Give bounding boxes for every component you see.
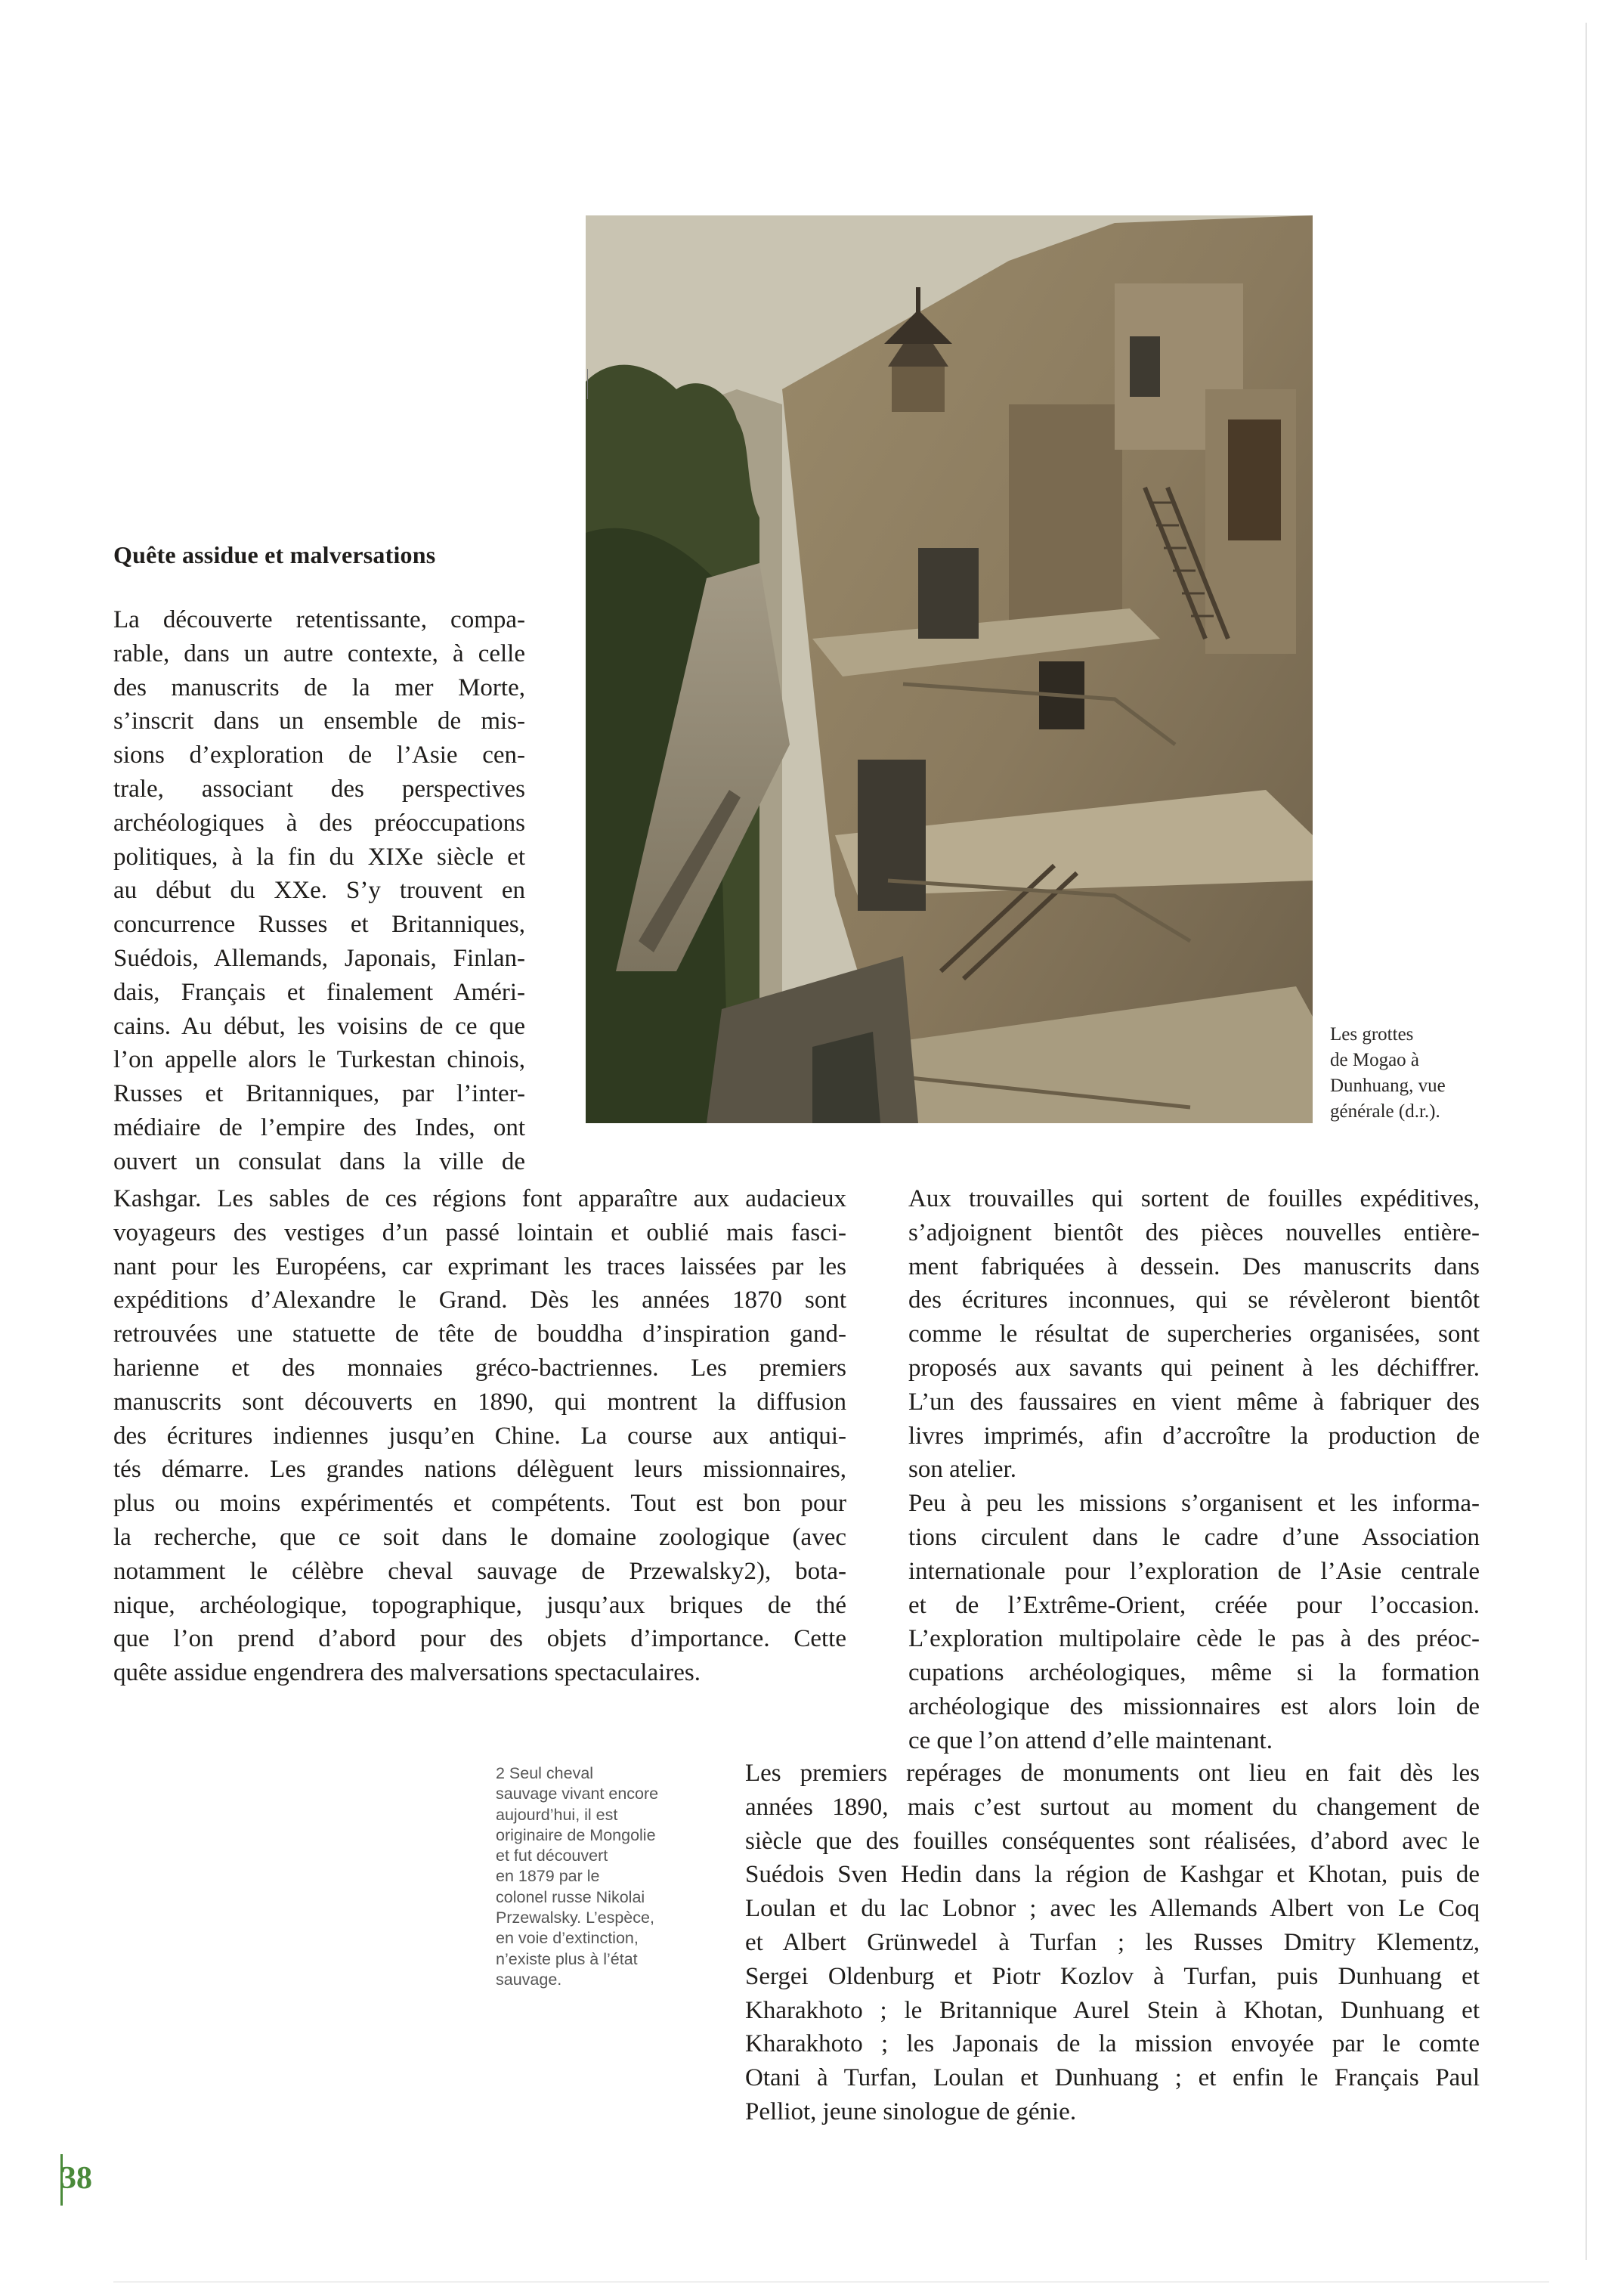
left-column-wide-line: notamment le célèbre cheval sauvage de Przewalsky2), bota- [113, 1557, 846, 1585]
left-column-line: des manuscrits de la mer Morte, [113, 673, 525, 701]
right-column-wide-line: Les premiers repérages de monuments ont lieu en fait dès les [745, 1760, 1480, 1787]
footnote-line: sauvage. [496, 1970, 562, 1989]
right-column-line: son atelier. [908, 1456, 1016, 1484]
right-column-wide-line: Pelliot, jeune sinologue de génie. [745, 2097, 1077, 2125]
footnote-line: colonel russe Nikolai [496, 1887, 645, 1906]
caption-line: Dunhuang, vue [1330, 1076, 1446, 1096]
left-column-line: concurrence Russes et Britanniques, [113, 911, 525, 939]
photo-caption [1330, 1022, 1489, 1125]
footnote-line: Przewalsky. L’espèce, [496, 1909, 654, 1927]
left-column-line: trale, associant des perspectives [113, 775, 525, 803]
page-number: 38 [60, 2161, 92, 2196]
right-column-wide-line: Kharakhoto ; les Japonais de la mission envoyée par le comte [745, 2030, 1480, 2058]
left-column-line: archéologiques à des préoccupations [113, 809, 525, 837]
footnote-line: n’existe plus à l’état [496, 1949, 638, 1968]
left-column-line: médiaire de l’empire des Indes, ont [113, 1113, 525, 1141]
right-column-line: proposés aux savants qui peinent à les déchiffrer. [908, 1354, 1480, 1382]
left-column-wide-line: retrouvées une statuette de tête de bouddha d’inspiration gand- [113, 1320, 846, 1348]
footnote-line: sauvage vivant encore [496, 1785, 659, 1803]
right-column-wide-line: et Albert Grünwedel à Turfan ; les Russes Dmitry Klementz, [745, 1928, 1480, 1956]
left-column-line: ouvert un consulat dans la ville de [113, 1147, 525, 1175]
footnote-line: originaire de Mongolie [496, 1825, 656, 1844]
caption-line: de Mogao à [1330, 1050, 1420, 1070]
caption-line: générale (d.r.). [1330, 1101, 1440, 1122]
right-column-line: et de l’Extrême-Orient, créée pour l’occasion. [908, 1591, 1480, 1619]
left-column-line: dais, Français et finalement Améri- [113, 978, 525, 1006]
right-column-line: ce que l’on attend d’elle maintenant. [908, 1726, 1273, 1754]
left-column-wide-line: quête assidue engendrera des malversations spectaculaires. [113, 1659, 701, 1687]
page-edge-bottom [113, 2281, 1549, 2283]
right-column-line: Aux trouvailles qui sortent de fouilles expéditives, [908, 1185, 1480, 1212]
left-column-line: au début du XXe. S’y trouvent en [113, 877, 525, 905]
footnote-line: 2 Seul cheval [496, 1764, 594, 1782]
left-column-line: s’inscrit dans un ensemble de mis- [113, 707, 525, 735]
footnote-line: et fut découvert [496, 1847, 608, 1865]
photo-registration-mark [587, 369, 588, 399]
left-column-wide-line: expéditions d’Alexandre le Grand. Dès les années 1870 sont [113, 1286, 846, 1314]
right-column-wide-line: Suédois Sven Hedin dans la région de Kashgar et Khotan, puis de [745, 1861, 1480, 1889]
right-column-line: ment fabriquées à dessein. Des manuscrits dans [908, 1252, 1480, 1280]
right-column-wide-line: Kharakhoto ; le Britannique Aurel Stein à Khotan, Dunhuang et [745, 1996, 1480, 2024]
right-column-wide-line: Sergei Oldenburg et Piotr Kozlov à Turfan, puis Dunhuang et [745, 1962, 1480, 1990]
right-column-wide-line: Loulan et du lac Lobnor ; avec les Allemands Albert von Le Coq [745, 1895, 1480, 1923]
footnote-line: en voie d’extinction, [496, 1929, 639, 1948]
left-column-wide-line: nant pour les Européens, car exprimant les traces laissées par les [113, 1252, 846, 1280]
left-column-text [113, 603, 525, 1179]
right-column-line: s’adjoignent bientôt des pièces nouvelles entière- [908, 1218, 1480, 1246]
right-column-line: tions circulent dans le cadre d’une Association [908, 1523, 1480, 1551]
caption-line: Les grottes [1330, 1024, 1414, 1045]
right-column-line: cupations archéologiques, même si la formation [908, 1659, 1480, 1687]
page-edge [1585, 23, 1587, 2260]
right-column-line: des écritures inconnues, qui se révèleront bientôt [908, 1286, 1480, 1314]
right-column-wide-line: Otani à Turfan, Loulan et Dunhuang ; et enfin le Français Paul [745, 2064, 1480, 2092]
right-column-text [908, 1182, 1480, 1758]
left-column-line: cains. Au début, les voisins de ce que [113, 1012, 525, 1040]
left-column-line: l’on appelle alors le Turkestan chinois, [113, 1046, 525, 1074]
right-column-line: comme le résultat de supercheries organisées, sont [908, 1320, 1480, 1348]
right-column-line: L’un des faussaires en vient même à fabriquer des [908, 1388, 1480, 1416]
left-column-wide-line: la recherche, que ce soit dans le domaine zoologique (avec [113, 1523, 846, 1551]
left-column-line: Suédois, Allemands, Japonais, Finlan- [113, 944, 525, 972]
mogao-caves-photo [586, 215, 1313, 1123]
footnote-2 [496, 1763, 685, 1990]
left-column-wide-line: plus ou moins expérimentés et compétents. Tout est bon pour [113, 1490, 846, 1518]
right-column-line: archéologique des missionnaires est alors loin de [908, 1692, 1480, 1720]
section-heading: Quête assidue et malversations [113, 541, 436, 568]
left-column-wide-line: nique, archéologique, topographique, jusqu’aux briques de thé [113, 1591, 846, 1619]
right-column-line: livres imprimés, afin d’accroître la production de [908, 1422, 1480, 1450]
left-column-wide-line: manuscrits sont découverts en 1890, qui montrent la diffusion [113, 1388, 846, 1416]
right-column-wide-line: siècle que des fouilles conséquentes sont réalisées, d’abord avec le [745, 1827, 1480, 1855]
left-column-wide-line: voyageurs des vestiges d’un passé lointain et oublié mais fasci- [113, 1218, 846, 1246]
left-column-wide-line: des écritures indiennes jusqu’en Chine. La course aux antiqui- [113, 1422, 846, 1450]
left-column-line: rable, dans un autre contexte, à celle [113, 639, 525, 667]
footnote-line: en 1879 par le [496, 1867, 600, 1886]
left-column-wide-line: harienne et des monnaies gréco-bactriennes. Les premiers [113, 1354, 846, 1382]
left-column-wide-text [113, 1182, 846, 1690]
right-column-line: internationale pour l’exploration de l’Asie centrale [908, 1557, 1480, 1585]
right-column-line: Peu à peu les missions s’organisent et les informa- [908, 1490, 1480, 1518]
footnote-line: aujourd’hui, il est [496, 1805, 618, 1824]
left-column-line: politiques, à la fin du XIXe siècle et [113, 843, 525, 871]
left-column-line: La découverte retentissante, compa- [113, 606, 525, 633]
right-column-wide-text [745, 1757, 1480, 2129]
left-column-wide-line: tés démarre. Les grandes nations délèguent leurs missionnaires, [113, 1456, 846, 1484]
left-column-wide-line: que l’on prend d’abord pour des objets d’importance. Cette [113, 1625, 846, 1653]
left-column-line: Russes et Britanniques, par l’inter- [113, 1080, 525, 1108]
right-column-line: L’exploration multipolaire cède le pas à des préoc- [908, 1625, 1480, 1653]
left-column-line: sions d’exploration de l’Asie cen- [113, 741, 525, 769]
right-column-wide-line: années 1890, mais c’est surtout au moment du changement de [745, 1793, 1480, 1821]
left-column-wide-line: Kashgar. Les sables de ces régions font apparaître aux audacieux [113, 1185, 846, 1212]
